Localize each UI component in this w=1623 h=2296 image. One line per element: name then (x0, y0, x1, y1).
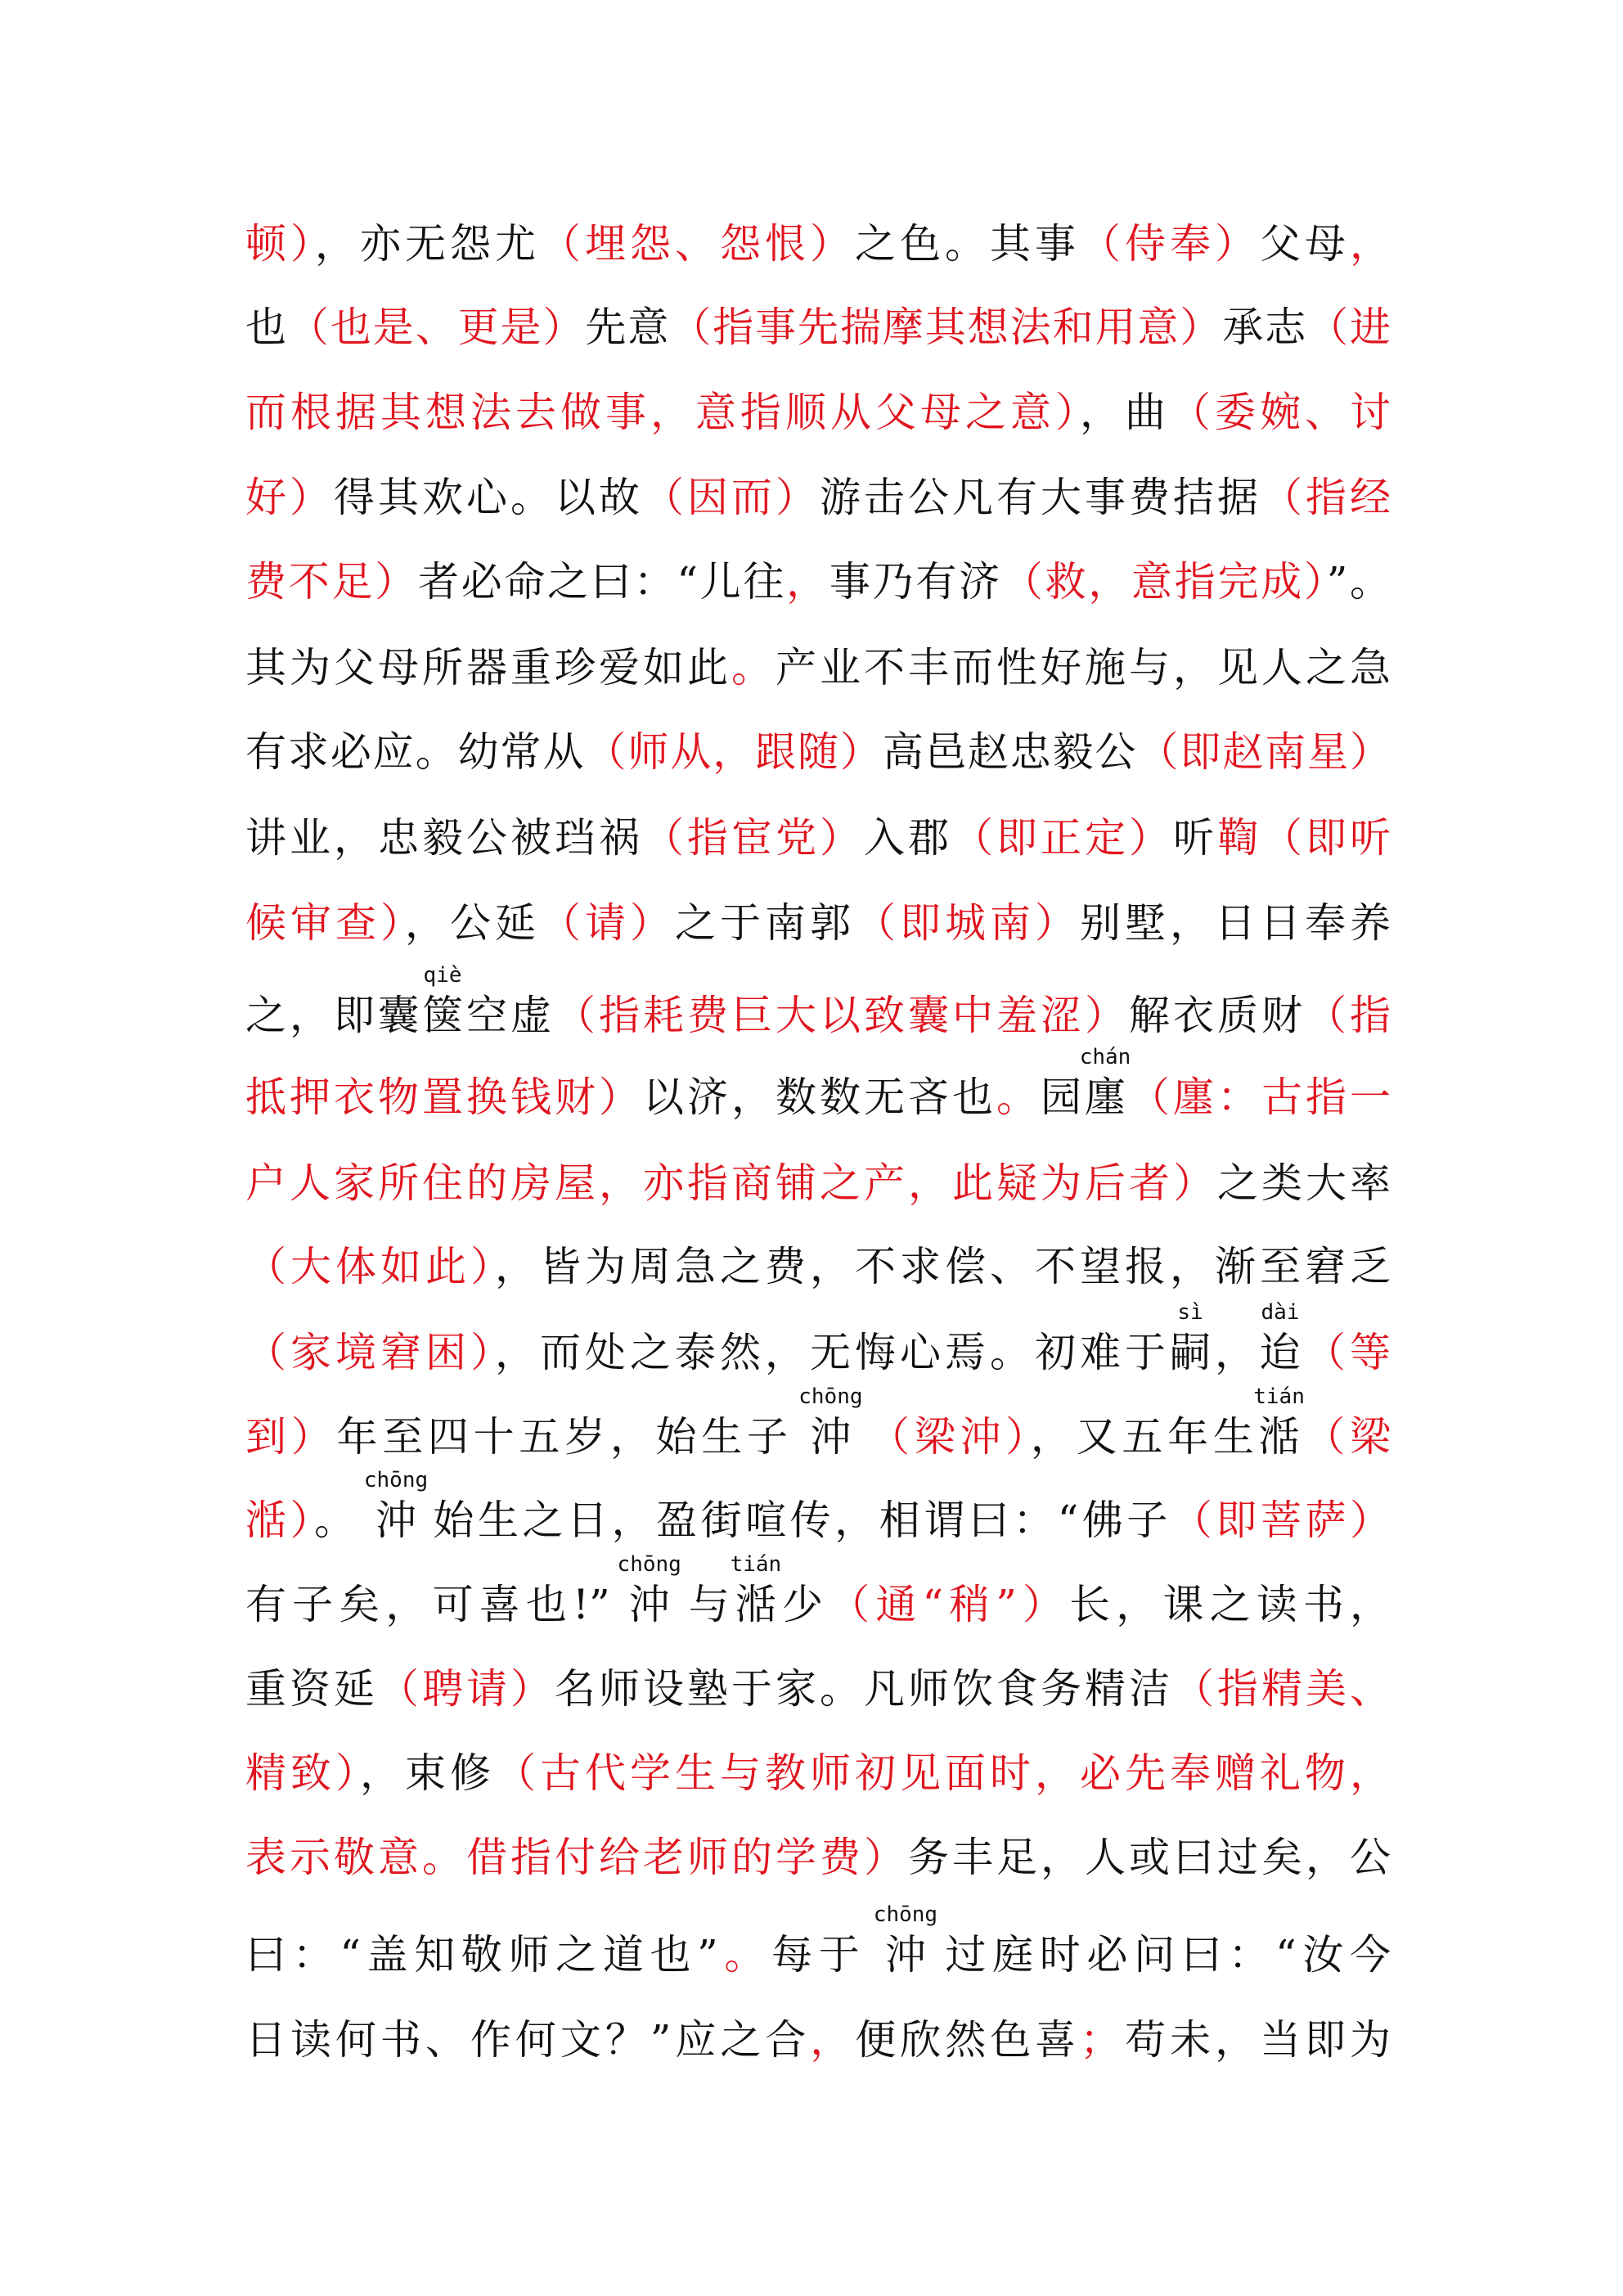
body-text: 讲业，忠毅公被珰祸 (245, 814, 643, 862)
text-line (245, 1744, 1391, 1803)
annotation-text: （因而） (643, 474, 820, 521)
annotated-character (1079, 1045, 1131, 1127)
body-text: 曰：“盖知敬师之道也” (245, 1931, 718, 1979)
body-text: 。 (314, 1497, 376, 1544)
character: 沖 (375, 1497, 417, 1544)
pinyin-annotation: chōng (798, 1384, 863, 1409)
body-text: 日读何书、作何文？”应之合 (245, 2016, 811, 2064)
annotation-text: （廛：古指一 (1126, 1074, 1391, 1121)
character: 沖 (884, 1931, 926, 1979)
annotation-text: ， (786, 558, 829, 606)
annotated-character (1253, 1384, 1305, 1466)
annotation-text: （指耗费巨大以致囊中羞涩） (555, 992, 1129, 1039)
pinyin-annotation: chōng (617, 1552, 681, 1577)
character: 廛 (1085, 1074, 1126, 1121)
annotation-text: （师从，跟随） (585, 728, 883, 776)
character: 箧 (422, 992, 463, 1039)
body-text: 先意 (585, 304, 671, 351)
body-text: 有求必应。幼常从 (245, 728, 586, 776)
body-text: 空虚 (463, 992, 555, 1039)
annotation-text: （指宦党） (643, 814, 864, 862)
pinyin-annotation: chōng (873, 1902, 938, 1927)
pinyin-annotation: qiè (423, 963, 462, 988)
text-line (245, 1384, 1391, 1466)
annotation-text: 。 (996, 1074, 1041, 1121)
body-text: ，皆为周急之费，不求偿、不望报，渐至窘乏 (495, 1243, 1391, 1290)
annotation-text: （等 (1301, 1329, 1391, 1376)
annotation-text: ， (810, 2016, 856, 2064)
text-line (245, 2010, 1391, 2069)
annotation-text: 。 (717, 1931, 772, 1979)
pinyin-annotation: dài (1261, 1300, 1300, 1325)
body-text: 便欣然色喜 (855, 2016, 1081, 2064)
annotation-text: （即赵南星） (1137, 728, 1391, 776)
annotation-text: （即正定） (952, 814, 1173, 862)
annotated-character (1170, 1300, 1211, 1382)
text-line (245, 963, 1391, 1045)
body-text: 得其欢心。以故 (334, 474, 643, 521)
body-text: 务丰足，人或曰过矣，公 (908, 1834, 1391, 1881)
annotation-text: （古代学生与教师初见面时，必先奉赠礼物， (495, 1749, 1391, 1797)
annotation-text: 费不足） (245, 558, 418, 606)
annotation-text: 到） (245, 1413, 337, 1461)
body-text: 重资延 (245, 1665, 378, 1713)
body-text: 高邑赵忠毅公 (882, 728, 1138, 776)
text-line (245, 1902, 1391, 1984)
annotation-text: 而根据其想法去做事，意指顺从父母之意） (245, 389, 1080, 436)
text-line (245, 1300, 1391, 1382)
character: 湉 (1258, 1413, 1300, 1461)
annotation-text: 。 (731, 644, 776, 691)
body-text: 过庭时必问曰：“汝今 (925, 1931, 1391, 1979)
body-text: 之类大率 (1217, 1159, 1391, 1207)
annotation-text: ； (1080, 2016, 1122, 2064)
body-text: 其为父母所器重珍爱如此 (245, 644, 731, 691)
annotation-text: （侍奉） (1080, 220, 1260, 268)
pinyin-annotation: tián (1253, 1384, 1305, 1409)
body-text: 听 (1173, 814, 1217, 862)
body-text: 年至四十五岁，始生子 (336, 1413, 811, 1461)
text-line (245, 552, 1391, 611)
body-text: 每于 (771, 1931, 885, 1979)
text-line (245, 214, 1391, 273)
body-text: 与 (669, 1581, 735, 1628)
annotation-text: （指精美、 (1173, 1665, 1391, 1713)
annotation-text: 精致） (245, 1749, 360, 1797)
text-line (245, 1154, 1391, 1213)
body-text: 入郡 (864, 814, 952, 862)
annotation-text: 好） (245, 474, 334, 521)
annotation-text: 湉） (245, 1497, 315, 1544)
body-text: 始生之日，盈街喧传，相谓曰：“佛子 (416, 1497, 1171, 1544)
body-text: 苟未，当即为 (1121, 2016, 1391, 2064)
text-line (245, 1828, 1391, 1887)
annotation-text: （请） (540, 899, 675, 947)
body-text: ，而处之泰然，无悔心焉。初难于 (495, 1329, 1170, 1376)
body-text: 有子矣，可喜也!” (245, 1581, 629, 1628)
annotation-text: 户人家所住的房屋，亦指商铺之产，此疑为后者） (245, 1159, 1217, 1207)
annotation-text: （家境窘困） (245, 1329, 495, 1376)
body-text: 别墅，日日奉养 (1080, 899, 1391, 947)
body-text: ，束修 (360, 1749, 495, 1797)
text-line (245, 468, 1391, 527)
annotation-text: （救，意指完成） (1001, 558, 1327, 606)
pinyin-annotation: chōng (363, 1468, 429, 1492)
text-line (245, 1237, 1391, 1296)
annotation-text: 顿） (245, 220, 315, 268)
text-line (245, 1468, 1391, 1550)
character: 迨 (1260, 1329, 1301, 1376)
character: 沖 (628, 1581, 670, 1628)
character: 湉 (735, 1581, 776, 1628)
annotation-text: （埋怨、怨恨） (540, 220, 855, 268)
body-text: ，亦无怨尤 (315, 220, 540, 268)
body-text: 之于南郭 (675, 899, 855, 947)
annotation-text: 鞫（即听 (1217, 814, 1391, 862)
annotation-text: （也是、更是） (287, 304, 586, 351)
text-line (245, 1552, 1391, 1634)
character: 嗣 (1170, 1329, 1211, 1376)
character: 沖 (810, 1413, 852, 1461)
body-text: 园 (1041, 1074, 1085, 1121)
annotation-text: （指经 (1261, 474, 1391, 521)
body-text: ”。 (1326, 558, 1391, 606)
annotation-text: 表示敬意。借指付给老师的学费） (245, 1834, 908, 1881)
annotated-character (422, 963, 463, 1045)
pinyin-annotation: sì (1177, 1300, 1203, 1325)
annotation-text: （即城南） (855, 899, 1080, 947)
annotation-text: （指事先揣摩其想法和用意） (670, 304, 1223, 351)
body-text: 名师设塾于家。凡师饮食务精洁 (555, 1665, 1173, 1713)
text-line (245, 383, 1391, 442)
annotation-text: （通“稍”） (829, 1581, 1070, 1628)
annotation-text: （即菩萨） (1171, 1497, 1391, 1544)
annotation-text: （聘请） (378, 1665, 555, 1713)
annotation-text: （进 (1307, 304, 1391, 351)
body-text: 事乃有济 (829, 558, 1002, 606)
annotation-text: ， (1350, 220, 1391, 268)
annotation-text: 抵押衣物置换钱财） (245, 1074, 643, 1121)
text-line (245, 808, 1391, 867)
body-text: 之，即囊 (245, 992, 422, 1039)
text-line (245, 894, 1391, 952)
text-line (245, 638, 1391, 697)
body-text: 者必命之曰：“儿往 (417, 558, 787, 606)
text-line (245, 298, 1391, 357)
annotated-character (617, 1552, 681, 1634)
annotated-character (730, 1552, 782, 1634)
annotated-character (798, 1384, 863, 1466)
body-text: 之色。其事 (855, 220, 1080, 268)
annotated-character (363, 1468, 429, 1550)
annotated-character (1260, 1300, 1301, 1382)
body-text: 游击公凡有大事费拮据 (820, 474, 1261, 521)
text-line (245, 1659, 1391, 1718)
annotation-text: （指 (1306, 992, 1391, 1039)
text-line (245, 723, 1391, 781)
body-text: 产业不丰而性好施与，见人之急 (776, 644, 1391, 691)
annotation-text: 候审查） (245, 899, 405, 947)
body-text: 长，课之读书， (1069, 1581, 1391, 1628)
pinyin-annotation: tián (730, 1552, 782, 1577)
body-text: ，又五年生 (1030, 1413, 1259, 1461)
body-text: 也 (245, 304, 288, 351)
annotation-text: （大体如此） (245, 1243, 495, 1290)
body-text: 以济，数数无吝也 (643, 1074, 996, 1121)
body-text: 解衣质财 (1129, 992, 1306, 1039)
body-text: 父母 (1260, 220, 1350, 268)
body-text: 少 (776, 1581, 829, 1628)
text-line (245, 1045, 1391, 1127)
body-text: ， (1211, 1329, 1260, 1376)
annotation-text: （梁 (1299, 1413, 1391, 1461)
annotation-text: （委婉、讨 (1170, 389, 1391, 436)
body-text: 承志 (1222, 304, 1308, 351)
pinyin-annotation: chán (1079, 1045, 1131, 1069)
annotation-text: （梁沖） (869, 1413, 1031, 1461)
body-text (851, 1413, 869, 1461)
body-text: ，曲 (1080, 389, 1170, 436)
body-text: ，公延 (405, 899, 540, 947)
annotated-character (873, 1902, 938, 1984)
